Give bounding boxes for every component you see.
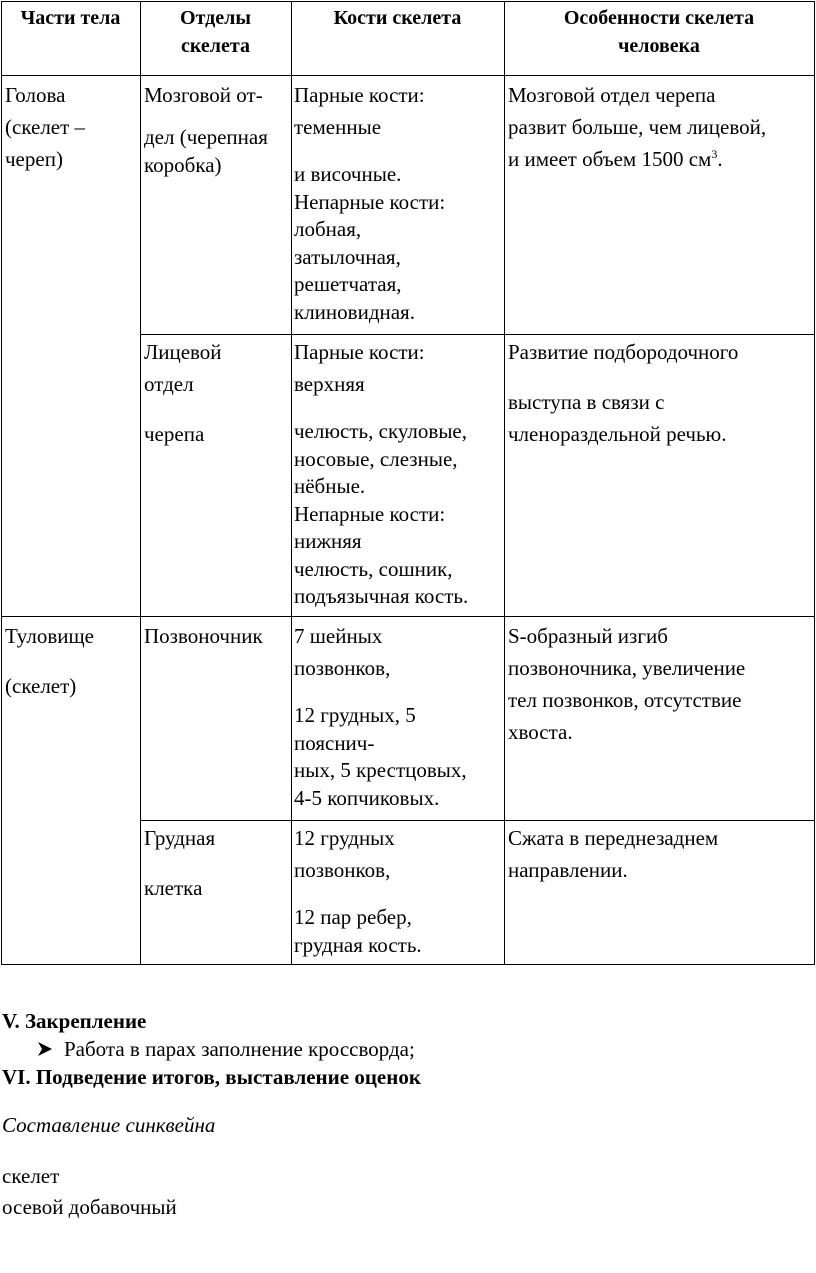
header-features-line2: человека: [618, 35, 700, 57]
header-body-parts-text: Части тела: [20, 7, 121, 29]
cell-spine-section: [144, 620, 263, 652]
face-feature-line3: членораздельной речью.: [508, 422, 727, 446]
face-bones-line: нёбные.: [294, 474, 366, 498]
header-features-line1: Особенности скелета: [563, 7, 755, 29]
brain-feature-line3: [508, 143, 766, 175]
head-part-line: (скелет –: [5, 115, 86, 139]
table-border-left: [1, 1, 2, 965]
trunk-part-line1: Туловище: [5, 624, 94, 648]
chest-feature-line1: Сжата в переднезаднем: [508, 826, 719, 850]
header-skeleton-sections-line2: скелета: [181, 35, 250, 57]
spine-feature-line: хвоста.: [508, 720, 573, 744]
cell-brain-bones: [294, 79, 445, 326]
spine-section-text: Позвоночник: [144, 624, 263, 648]
spine-bones-rest: [294, 702, 467, 812]
brain-bones-line: и височные.: [294, 162, 402, 186]
section-5-title: V. Закрепление: [2, 1009, 147, 1033]
face-bones-line: Непарные кости:: [294, 501, 446, 526]
cubic-superscript: 3: [711, 147, 718, 161]
spine-bones-line2: позвонков,: [294, 656, 391, 680]
chest-feature-line2: направлении.: [508, 858, 628, 882]
chest-bones-line2: позвонков,: [294, 858, 391, 882]
brain-bones-line1: Парные кости:: [294, 83, 425, 107]
cell-spine-feature: [508, 620, 745, 748]
spine-bones-line: 12 грудных, 5: [294, 703, 416, 727]
header-skeleton-bones-text: Кости скелета: [333, 7, 462, 29]
spine-bones-line: пояснич-: [294, 730, 375, 755]
face-bones-line2: верхняя: [294, 372, 365, 396]
table-header-divider: [1, 75, 815, 76]
brain-section-line3: коробка): [144, 153, 222, 177]
cell-chest-section: [144, 822, 215, 904]
spine-feature-line: тел позвонков, отсутствие: [508, 688, 742, 712]
brain-section-line1: Мозговой от-: [144, 83, 263, 107]
chest-section-line2: клетка: [144, 876, 203, 900]
face-bones-line1: Парные кости:: [294, 340, 425, 364]
chest-bones-line1: 12 грудных: [294, 826, 395, 850]
spine-bones-line: 4-5 копчиковых.: [294, 785, 440, 810]
spine-feature-line: S-образный изгиб: [508, 624, 668, 648]
face-feature-line2: выступа в связи с: [508, 390, 665, 414]
cell-face-bones: [294, 336, 468, 611]
face-section-line1: Лицевой: [144, 340, 222, 364]
face-bones-line: нижняя: [294, 529, 362, 553]
brain-bones-rest: [294, 161, 445, 326]
header-body-parts: [1, 4, 140, 32]
brain-bones-line: лобная,: [294, 217, 362, 241]
cell-head-part: [5, 79, 85, 175]
cell-face-feature: [508, 336, 738, 450]
spine-feature-line: позвоночника, увеличение: [508, 656, 746, 680]
table-row-divider-head-sub: [140, 334, 815, 335]
head-part-line: череп): [5, 147, 63, 171]
section-5-bullet: [36, 1037, 415, 1062]
face-bones-line: подъязычная кость.: [294, 584, 469, 608]
head-part-line: Голова: [5, 83, 66, 107]
face-bones-line: челюсть, сошник,: [294, 556, 453, 581]
header-skeleton-bones: [291, 4, 504, 32]
cell-brain-section: [144, 79, 268, 179]
brain-feature-volume-text: и имеет объем 1500 см: [508, 147, 712, 171]
face-bones-rest: [294, 418, 468, 611]
brain-feature-line2: развит больше, чем лицевой,: [508, 115, 767, 139]
table-border-bottom: [1, 964, 815, 965]
header-features: [504, 4, 814, 60]
brain-feature-period: .: [717, 147, 723, 171]
cell-chest-bones: [294, 822, 422, 959]
header-skeleton-sections: [140, 4, 291, 60]
brain-bones-line: решетчатая,: [294, 272, 402, 296]
chest-bones-line3: 12 пар ребер,: [294, 905, 412, 929]
section-6-title: VI. Подведение итогов, выставление оценок: [2, 1065, 421, 1089]
table-row-divider-head-trunk: [1, 616, 815, 617]
brain-feature-line1: Мозговой отдел черепа: [508, 83, 716, 107]
brain-section-line2: дел (черепная: [144, 125, 268, 149]
face-bones-line: носовые, слезные,: [294, 446, 458, 471]
face-section-line3: черепа: [144, 422, 205, 446]
cell-trunk-part: [5, 620, 94, 702]
chest-section-line1: Грудная: [144, 826, 216, 850]
cinquain-heading: Составление синквейна: [2, 1113, 216, 1137]
brain-bones-line: затылочная,: [294, 244, 401, 269]
brain-bones-line2: теменные: [294, 115, 382, 139]
cell-brain-feature: [508, 79, 766, 175]
cinquain-line-1: скелет: [2, 1164, 60, 1188]
header-skeleton-sections-line1: Отделы: [180, 7, 251, 29]
spine-bones-line1: 7 шейных: [294, 624, 383, 648]
cell-face-section: [144, 336, 222, 450]
cinquain-line-2: осевой добавочный: [2, 1195, 177, 1219]
spine-bones-line: ных, 5 крестцовых,: [294, 758, 467, 782]
trunk-part-line2: (скелет): [5, 674, 77, 698]
face-bones-line: челюсть, скуловые,: [294, 419, 468, 443]
brain-bones-line: Непарные кости:: [294, 189, 446, 214]
cell-spine-bones: [294, 620, 467, 812]
section-5-bullet-text: Работа в парах заполнение кроссворда;: [64, 1037, 415, 1061]
table-border-top: [1, 1, 815, 2]
cell-chest-feature: [508, 822, 718, 886]
right-arrow-bullet-icon: [36, 1039, 64, 1062]
table-row-divider-trunk-sub: [140, 820, 815, 821]
face-feature-line1: Развитие подбородочного: [508, 340, 739, 364]
brain-bones-line: клиновидная.: [294, 299, 415, 324]
face-section-line2: отдел: [144, 372, 194, 396]
chest-bones-line4: грудная кость.: [294, 932, 422, 957]
